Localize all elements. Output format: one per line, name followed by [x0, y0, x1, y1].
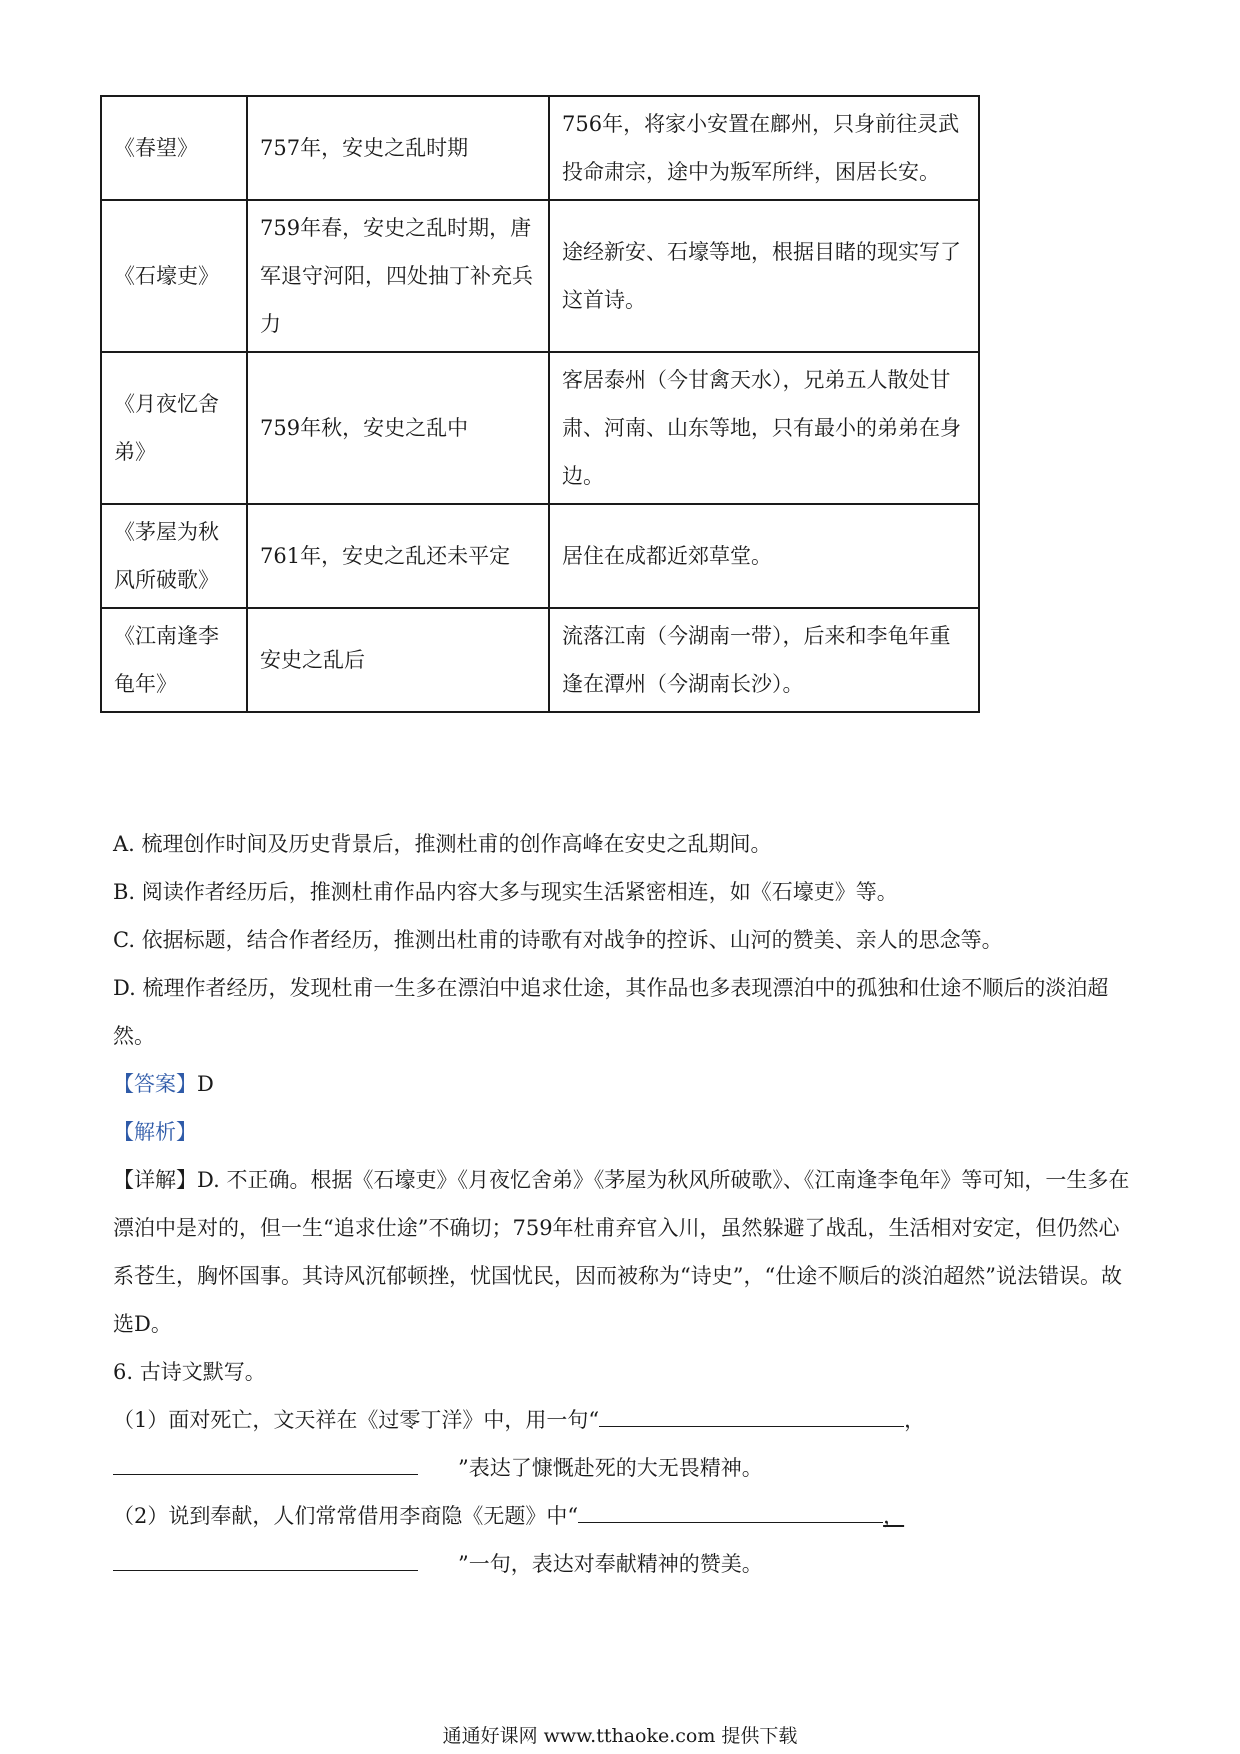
question6-title: 6. 古诗文默写。: [113, 1360, 266, 1384]
experience-cell: 客居泰州（今甘禽天水），兄弟五人散处甘肃、河南、山东等地，只有最小的弟弟在身边。: [549, 352, 979, 504]
option-d: D. 梳理作者经历，发现杜甫一生多在漂泊中追求仕途，其作品也多表现漂泊中的孤独和仕途不顺后的淡泊超然。: [113, 976, 1109, 1048]
blank-field[interactable]: [113, 1450, 418, 1475]
blank-field[interactable]: [578, 1498, 883, 1523]
table-row: [101, 96, 979, 200]
poem-title-cell: 《石壕吏》: [101, 200, 247, 352]
poem-title-cell: 《月夜忆舍弟》: [101, 352, 247, 504]
detail-label: 【详解】: [113, 1168, 197, 1192]
poem-title-cell: 《春望》: [101, 96, 247, 200]
time-cell: 759年秋，安史之乱中: [247, 352, 549, 504]
option-b: B. 阅读作者经历后，推测杜甫作品内容大多与现实生活紧密相连，如《石壕吏》等。: [113, 880, 898, 904]
analysis-line: [113, 1108, 1133, 1156]
question6-item1: （1）面对死亡，文天祥在《过零丁洋》中，用一句“ ，: [113, 1396, 1133, 1444]
answer-line: [113, 1060, 1133, 1108]
poem-title-cell: 《茅屋为秋风所破歌》: [101, 504, 247, 608]
time-cell: 757年，安史之乱时期: [247, 96, 549, 200]
page-footer: 通通好课网 www.tthaoke.com 提供下载: [442, 1725, 798, 1747]
answer-label: 【答案】: [113, 1072, 197, 1096]
blank-field[interactable]: [113, 1546, 418, 1571]
question6-item1-cont: ”表达了慷慨赴死的大无畏精神。: [113, 1444, 1133, 1492]
experience-cell: 756年，将家小安置在鄜州，只身前往灵武投命肃宗，途中为叛军所绊，困居长安。: [549, 96, 979, 200]
table-row: [101, 608, 979, 712]
experience-cell: 途经新安、石壕等地，根据目睹的现实写了这首诗。: [549, 200, 979, 352]
table-row: [101, 200, 979, 352]
time-cell: 761年，安史之乱还未平定: [247, 504, 549, 608]
option-c: C. 依据标题，结合作者经历，推测出杜甫的诗歌有对战争的控诉、山河的赞美、亲人的思念等。: [113, 928, 1003, 952]
poem-title-cell: 《江南逢李龟年》: [101, 608, 247, 712]
blank-field[interactable]: [599, 1402, 904, 1427]
question6-item2: （2）说到奉献，人们常常借用李商隐《无题》中“ ，: [113, 1492, 1133, 1540]
analysis-label: 【解析】: [113, 1120, 197, 1144]
experience-cell: 流落江南（今湖南一带），后来和李龟年重逢在潭州（今湖南长沙）。: [549, 608, 979, 712]
time-cell: 安史之乱后: [247, 608, 549, 712]
experience-cell: 居住在成都近郊草堂。: [549, 504, 979, 608]
detail-text: D. 不正确。根据《石壕吏》《月夜忆舍弟》《茅屋为秋风所破歌》、《江南逢李龟年》等可知，一生多在漂泊中是对的，但一生“追求仕途”不确切；759年杜甫弃官入川，虽然躲避了战乱，生活相对安定，但仍然心系苍生，胸怀国事。其诗风沉郁顿挫，忧国忧民，因而被称为“诗史”，“仕途不顺后的淡泊超然”说法错误。故选D。: [113, 1168, 1130, 1336]
table-row: [101, 352, 979, 504]
poem-background-table: [100, 95, 980, 713]
time-cell: 759年春，安史之乱时期，唐军退守河阳，四处抽丁补充兵力: [247, 200, 549, 352]
detail-paragraph: [113, 1156, 1133, 1348]
option-a: A. 梳理创作时间及历史背景后，推测杜甫的创作高峰在安史之乱期间。: [113, 832, 772, 856]
table-row: [101, 504, 979, 608]
question6-item2-cont: ”一句，表达对奉献精神的赞美。: [113, 1540, 1133, 1588]
answer-value: D: [197, 1072, 214, 1096]
options-list: [113, 820, 1133, 1588]
